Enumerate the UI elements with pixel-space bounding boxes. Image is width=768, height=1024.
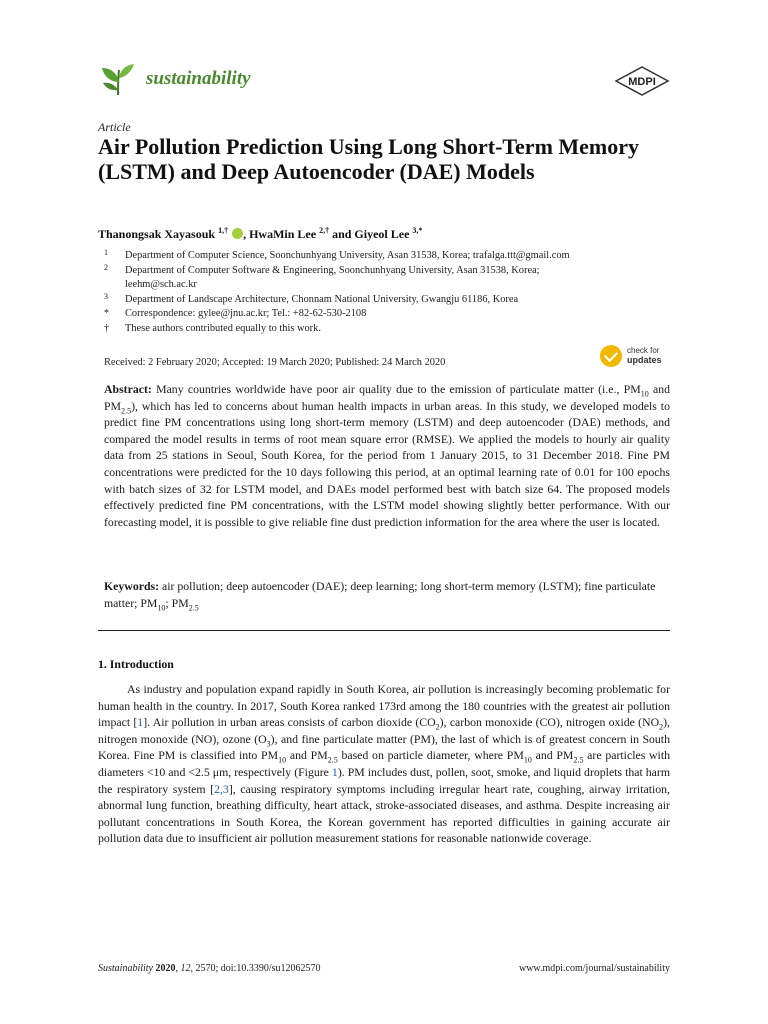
author-affiliation-mark: 1,† [218,226,229,235]
keywords [104,578,670,611]
check-for-label: check for [627,346,660,355]
correspondence-item [104,307,664,322]
affiliation-text: Department of Computer Science, Soonchunhyang University, Asan 31538, Korea; trafalga.ttt@gmail.com [125,250,570,261]
subscript: 2 [659,722,664,732]
abstract [104,381,670,530]
subscript: 2.5 [188,602,199,612]
mdpi-logo-icon [614,66,670,96]
affiliation-mark: 3 [104,291,108,301]
affiliation-email: leehm@sch.ac.kr [125,279,197,290]
subscript: 3 [266,739,271,749]
checkmark-icon [600,345,622,367]
affiliation-mark: 1 [104,248,108,257]
author-list: Thanongsak Xayasouk $^{1,\dagger}$ , HwaMin Lee $^{2,\dagger}$ and Giyeol Lee $^{3,*}$ [98,226,423,241]
abstract-text: and PM [104,382,670,413]
equal-contribution-text: These authors contributed equally to this work. [125,322,321,334]
journal-name: sustainability [146,68,251,89]
keywords-label: Keywords: [104,579,160,593]
abstract-text: ), which has led to concerns about human health impacts in urban areas. In this study, we developed models to predict fine PM concentrations using long short-term memory (LSTM) and deep autoencoder (DAE) methods, and compared the model results in terms of root mean square error (RMSE). We applied the models to hourly air quality data from 25 stations in Seoul, South Korea, for the period from 1 January 2015, to 31 December 2018. Fine PM concentrations were predicted for the 10 days following this period, at an optimal learning rate of 0.01 for 100 epochs with batch sizes of 32 for LSTM model, and DAEs model performed best with batch size 64. The proposed models effectively predicted fine PM concentrations, with the LSTM model showing slightly better performance. With our forecasting model, it is possible to give reliable fine dust prediction information for the area where the user is located. [104,398,670,529]
section-divider [98,630,670,631]
subscript: 2.5 [327,755,338,765]
affiliation-item [104,249,664,264]
correspondence-mark: * [104,308,109,319]
author-name: Thanongsak Xayasouk [98,227,216,241]
footer-doi: , 2570; doi:10.3390/su12062570 [190,963,321,974]
orcid-icon[interactable] [232,228,243,239]
author-name: Giyeol Lee [354,227,410,241]
subscript: 2.5 [121,405,132,415]
keywords-text: ; PM [165,595,189,610]
abstract-text: Many countries worldwide have poor air quality due to the emission of particulate matter (i.e., PM [151,382,641,396]
paper-title: Air Pollution Prediction Using Long Short-Term Memory (LSTM) and Deep Autoencoder (DAE) Models [98,134,640,184]
subscript: 10 [157,602,166,612]
article-type: Article [98,120,131,134]
journal-url-link[interactable]: www.mdpi.com/journal/sustainability [518,963,670,974]
subscript: 2 [435,722,440,732]
check-for-updates-button[interactable] [600,344,670,370]
footer-journal: Sustainability [98,963,153,974]
svg-text:MDPI: MDPI [628,76,656,88]
footer-volume: 12 [180,963,191,974]
author-affiliation-mark: 2,† [319,226,330,235]
author-name: HwaMin Lee [249,227,317,241]
author-affiliation-mark: 3,* [412,226,423,235]
subscript: 10 [640,389,649,399]
section-heading: 1. Introduction [98,657,174,671]
subscript: 10 [523,755,532,765]
affiliation-text: Department of Landscape Architecture, Chonnam National University, Gwangju 61186, Korea [125,293,519,305]
citation-link[interactable]: 2,3 [214,781,229,796]
footer-year: 2020 [155,963,176,974]
subscript: 10 [278,755,287,765]
figure-link[interactable]: 1 [331,764,338,779]
introduction-paragraph: As industry and population expand rapidly in South Korea, air pollution is increasingly becoming problematic for human health in the country. In 2017, South Korea ranked 173rd among the 180 countries with the greatest air pollution impact [1]. Air pollution in urban areas consists of carbon dioxide $(CO_2)$, carbon monoxide (CO), nitrogen oxide $(NO_2)$, nitrogen monoxide (NO), ozone $(O_3)$, and fine particulate matter (PM), the last of which is of greatest concern in South Korea. Fine PM is classified into $PM_{10}$ and $PM_{2.5}$ based on particle diameter, where $PM_{10}$ and $PM_{2.5}$ are particles with diameters <10 and <2.5 μm, respectively (Figure 1). PM includes dust, pollen, soot, smoke, and liquid droplets that harm the respiratory system [2,3], causing respiratory symptoms including irregular heart rate, coughing, airway irritation, abnormal lung function, breathing difficulty, heart attack, stroke-associated diseases, and asthma. Despite increasing air pollutant concentrations in South Korea, the Korean government has reported difficulties in gaining accurate air pollution data due to insufficient air pollution measurement stations for reasonable nationwide coverage. [98,682,671,846]
keywords-text: air pollution; deep autoencoder (DAE); deep learning; long short-term memory (LSTM); fine particulate matter; PM [104,579,656,610]
affiliation-text: Department of Computer Software & Engineering, Soonchunhyang University, Asan 31538, Korea; [125,264,540,276]
citation-link[interactable]: 1 [137,715,144,730]
affiliations [104,249,664,336]
affiliation-mark: 2 [104,262,108,272]
equal-contribution-mark: † [104,322,109,334]
abstract-label: Abstract: [104,382,152,396]
correspondence-text: Correspondence: gylee@jnu.ac.kr; Tel.: +82-62-530-2108 [125,308,367,319]
footer-citation: Sustainability 2020, 12, 2570; doi:10.3390/su12062570 [98,963,321,974]
publication-dates: Received: 2 February 2020; Accepted: 19 March 2020; Published: 24 March 2020 [104,357,446,368]
sustainability-leaf-logo-icon [98,62,138,96]
affiliation-item [104,293,664,308]
equal-contribution-note [104,322,664,337]
affiliation-item [104,264,664,293]
updates-label: updates [627,355,662,365]
subscript: 2.5 [573,755,584,765]
